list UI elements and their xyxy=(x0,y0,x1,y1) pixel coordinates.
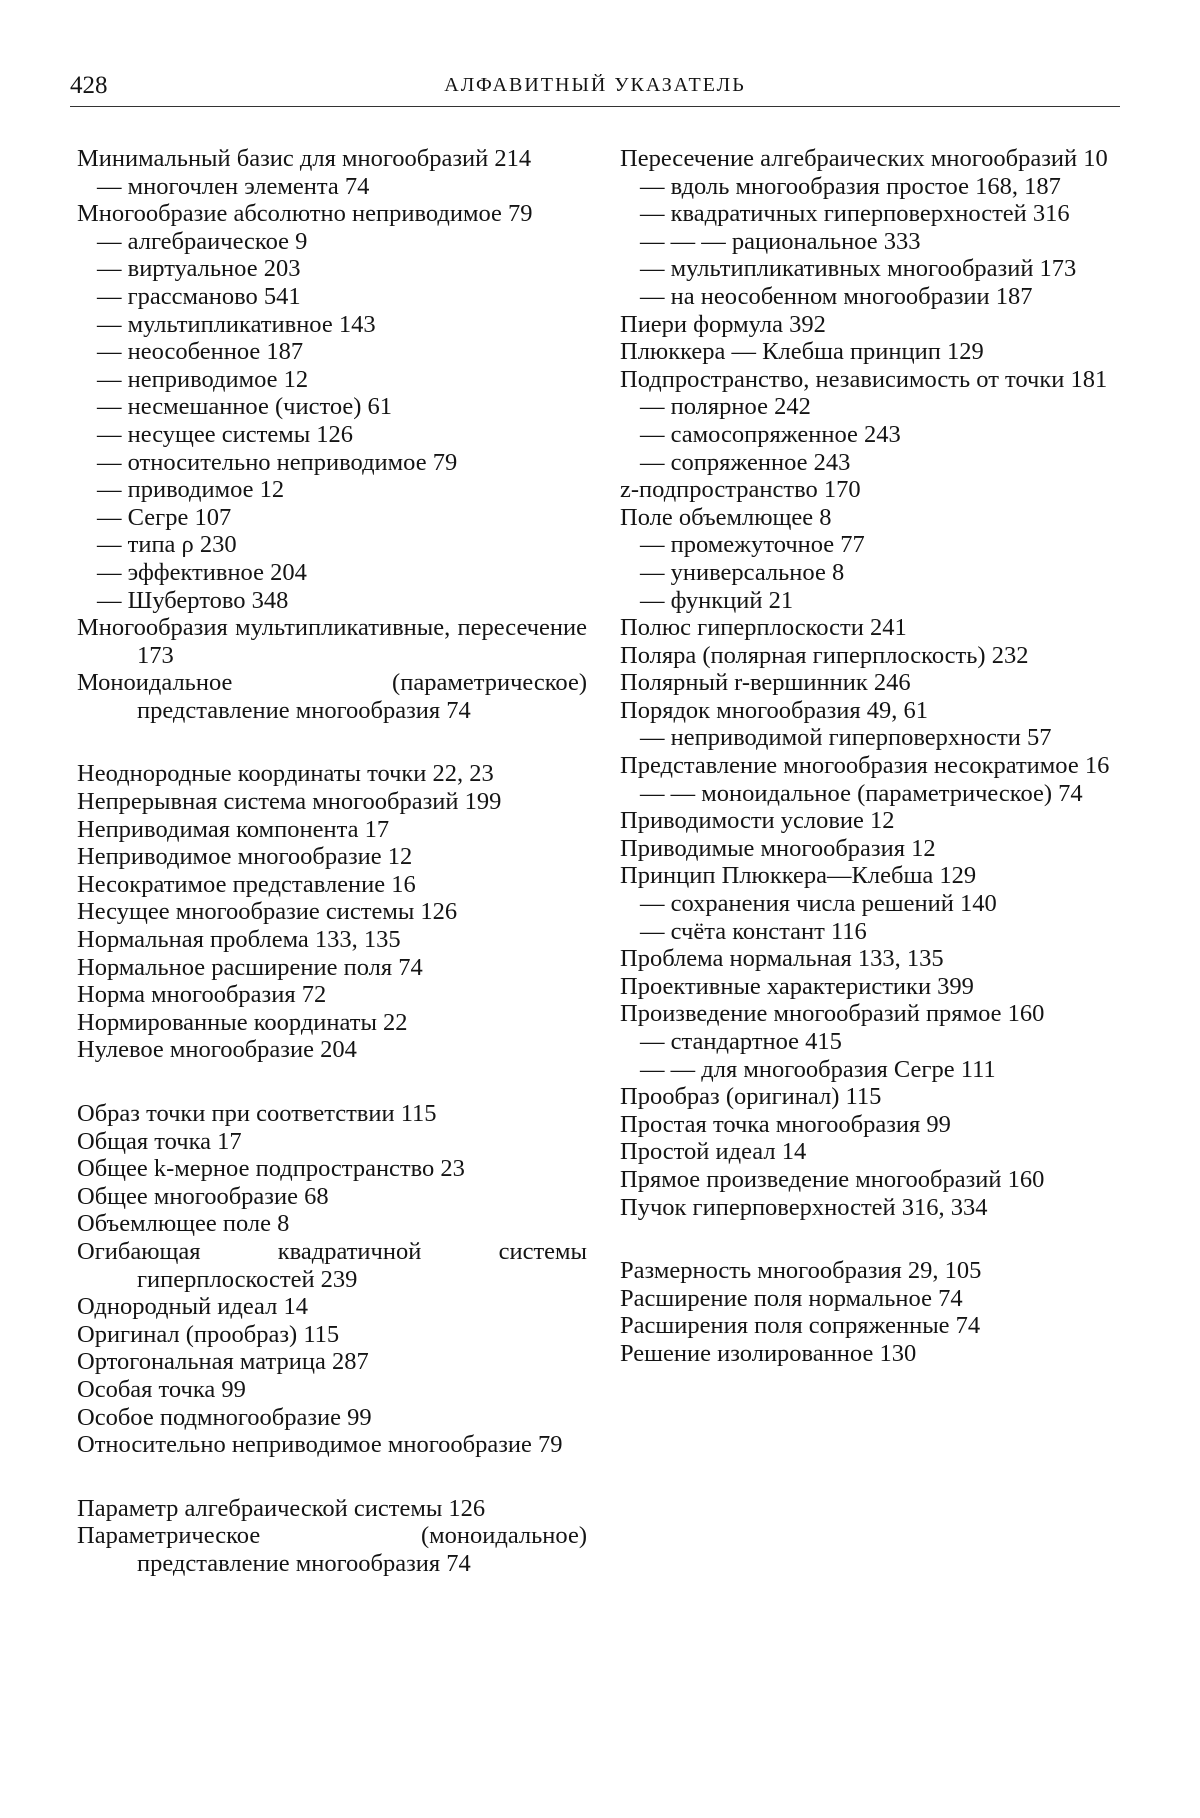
index-entry: Образ точки при соответствии 115 xyxy=(77,1100,437,1127)
index-subentry: — — для многообразия Сегре 111 xyxy=(640,1055,996,1083)
index-entry: Произведение многообразий прямое 160 xyxy=(620,1000,1045,1028)
index-entry: Пучок гиперповерхностей 316, 334 xyxy=(620,1193,988,1221)
index-subentry: — Шубертово 348 xyxy=(97,586,289,614)
index-entry: Нормальное расширение поля 74 xyxy=(77,953,423,981)
index-subentry: — неприводимой гиперповерхности 57 xyxy=(640,724,1052,752)
index-entry: Ортогональная матрица 287 xyxy=(77,1348,369,1376)
section-gap xyxy=(620,1221,1120,1257)
index-entry: Прообраз (оригинал) 115 xyxy=(620,1083,882,1111)
index-subentry: — на неособенном многообразии 187 xyxy=(640,282,1033,310)
index-entry: Общая точка 17 xyxy=(77,1127,242,1155)
index-entry: Многообразие абсолютно неприводимое 79 xyxy=(77,200,533,228)
index-subentry: — квадратичных гиперповерхностей 316 xyxy=(640,200,1070,228)
index-entry: Несократимое представление 16 xyxy=(77,870,416,898)
index-subentry: — универсальное 8 xyxy=(640,558,845,586)
index-entry: Параметрическое (моноидальное) представление многообразия 74 xyxy=(77,1522,587,1577)
index-subentry: — — моноидальное (параметрическое) 74 xyxy=(640,779,1083,807)
index-subentry: — алгебраическое 9 xyxy=(97,227,308,255)
index-entry: Подпространство, независимость от точки 181 xyxy=(620,365,1108,393)
index-subentry: — неприводимое 12 xyxy=(97,365,309,393)
index-subentry: — относительно неприводимое 79 xyxy=(97,448,458,476)
running-title: АЛФАВИТНЫЙ УКАЗАТЕЛЬ xyxy=(444,74,746,96)
index-entry: Простой идеал 14 xyxy=(620,1138,807,1166)
index-entry: Однородный идеал 14 xyxy=(77,1293,308,1321)
index-subentry: — неособенное 187 xyxy=(97,338,304,366)
index-entry: Норма многообразия 72 xyxy=(77,981,327,1009)
index-subentry: — мультипликативных многообразий 173 xyxy=(640,255,1077,283)
index-entry: Неприводимая компонента 17 xyxy=(77,815,390,843)
index-subentry: — несущее системы 126 xyxy=(97,420,354,448)
index-entry: Расширение поля нормальное 74 xyxy=(620,1284,963,1312)
index-entry: Пиери формула 392 xyxy=(620,310,826,338)
index-entry: Общее k-мерное подпространство 23 xyxy=(77,1155,465,1183)
index-entry: Пересечение алгебраических многообразий 10 xyxy=(620,145,1108,172)
section-gap xyxy=(77,1459,587,1495)
header-rule xyxy=(70,106,1120,107)
index-entry: Прямое произведение многообразий 160 xyxy=(620,1165,1045,1193)
index-subentry: — функций 21 xyxy=(640,586,794,614)
index-entry: Общее многообразие 68 xyxy=(77,1182,329,1210)
index-subentry: — сохранения числа решений 140 xyxy=(640,890,997,918)
index-subentry: — приводимое 12 xyxy=(97,476,285,504)
index-subentry: — сопряженное 243 xyxy=(640,448,851,476)
index-entry: Нулевое многообразие 204 xyxy=(77,1036,357,1064)
index-entry: Особое подмногообразие 99 xyxy=(77,1403,372,1431)
section-gap xyxy=(77,724,587,760)
index-entry: Приводимые многообразия 12 xyxy=(620,834,936,862)
index-subentry: — эффективное 204 xyxy=(97,558,307,586)
index-subentry: — мультипликативное 143 xyxy=(97,310,376,338)
index-entry: Поле объемлющее 8 xyxy=(620,503,832,531)
index-subentry: — стандартное 415 xyxy=(640,1028,842,1055)
page-header xyxy=(70,72,1120,106)
index-subentry: — счёта констант 116 xyxy=(640,917,867,945)
index-entry: Проблема нормальная 133, 135 xyxy=(620,945,944,973)
index-entry: Многообразия мультипликативные, пересечение 173 xyxy=(77,614,587,669)
index-subentry: — несмешанное (чистое) 61 xyxy=(97,393,393,421)
index-entry: Полярный r-вершинник 246 xyxy=(620,669,911,697)
index-subentry: — типа ρ 230 xyxy=(97,531,237,559)
index-entry: Относительно неприводимое многообразие 79 xyxy=(77,1431,563,1459)
index-entry: Поляра (полярная гиперплоскость) 232 xyxy=(620,641,1029,669)
index-entry: z-подпространство 170 xyxy=(620,476,861,504)
index-entry: Расширения поля сопряженные 74 xyxy=(620,1312,981,1340)
index-subentry: — виртуальное 203 xyxy=(97,255,301,283)
index-entry: Неприводимое многообразие 12 xyxy=(77,843,413,871)
index-entry: Полюс гиперплоскости 241 xyxy=(620,614,907,642)
index-column-right xyxy=(620,145,1120,1368)
index-entry: Объемлющее поле 8 xyxy=(77,1210,290,1238)
index-entry: Неоднородные координаты точки 22, 23 xyxy=(77,760,494,788)
index-entry: Особая точка 99 xyxy=(77,1375,246,1403)
index-subentry: — полярное 242 xyxy=(640,393,811,421)
index-subentry: — — — рациональное 333 xyxy=(640,227,921,255)
index-entry: Нормальная проблема 133, 135 xyxy=(77,926,401,954)
index-entry: Порядок многообразия 49, 61 xyxy=(620,696,929,724)
index-entry: Оригинал (прообраз) 115 xyxy=(77,1320,340,1348)
index-subentry: — многочлен элемента 74 xyxy=(97,172,370,200)
index-entry: Принцип Плюккера—Клебша 129 xyxy=(620,862,977,890)
index-entry: Представление многообразия несократимое 16 xyxy=(620,752,1110,780)
index-entry: Решение изолированное 130 xyxy=(620,1339,917,1367)
index-entry: Несущее многообразие системы 126 xyxy=(77,898,458,926)
index-entry: Приводимости условие 12 xyxy=(620,807,895,835)
index-entry: Моноидальное (параметрическое) представление многообразия 74 xyxy=(77,669,587,724)
index-entry: Параметр алгебраической системы 126 xyxy=(77,1494,486,1522)
index-entry: Плюккера — Клебша принцип 129 xyxy=(620,338,984,366)
page-number: 428 xyxy=(70,72,108,99)
index-entry: Огибающая квадратичной системы гиперплоскостей 239 xyxy=(77,1237,587,1293)
index-entry: Простая точка многообразия 99 xyxy=(620,1110,951,1138)
index-subentry: — промежуточное 77 xyxy=(640,531,865,559)
index-entry: Минимальный базис для многообразий 214 xyxy=(77,145,532,172)
index-subentry: — самосопряженное 243 xyxy=(640,420,901,448)
index-entry: Нормированные координаты 22 xyxy=(77,1008,408,1036)
index-entry: Проективные характеристики 399 xyxy=(620,972,974,1000)
index-subentry: — грассманово 541 xyxy=(97,282,301,310)
index-subentry: — вдоль многообразия простое 168, 187 xyxy=(640,172,1061,200)
index-column-left xyxy=(77,145,587,1578)
index-subentry: — Сегре 107 xyxy=(97,503,232,531)
section-gap xyxy=(77,1064,587,1100)
index-entry: Размерность многообразия 29, 105 xyxy=(620,1257,982,1285)
index-entry: Непрерывная система многообразий 199 xyxy=(77,788,502,816)
